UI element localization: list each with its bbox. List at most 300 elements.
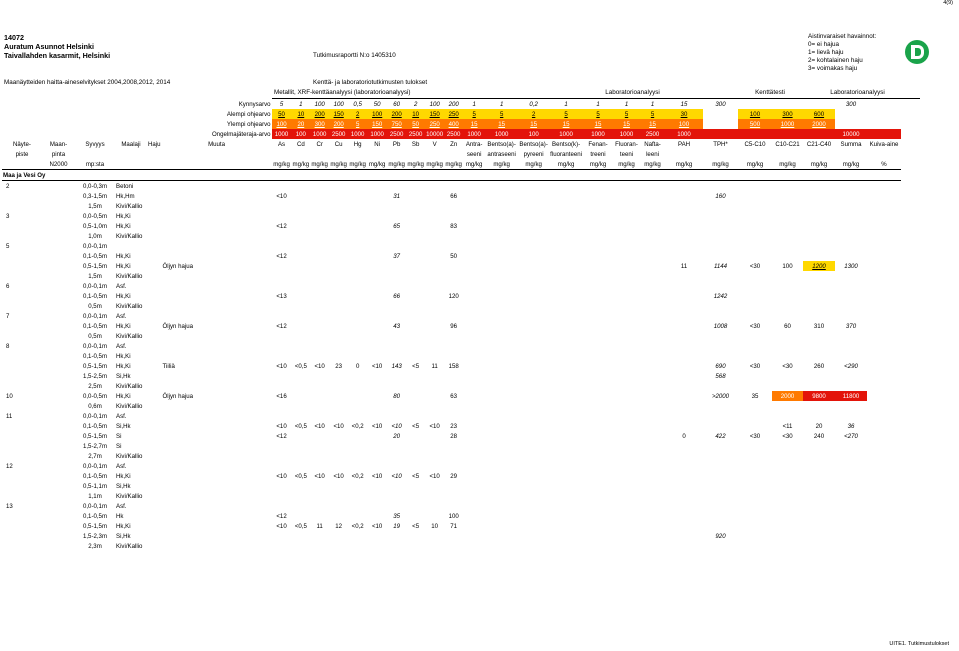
- value-sum: [835, 181, 867, 192]
- col-header-analyte-2: [665, 149, 703, 159]
- value-flu: [613, 471, 640, 481]
- value-zn: [444, 211, 463, 221]
- value-naf: [640, 261, 665, 271]
- table-row: [2, 301, 901, 311]
- value-c5: [738, 301, 772, 311]
- value-antr: [463, 441, 485, 451]
- threshold-value: 300: [845, 100, 857, 108]
- threshold-value: 1: [299, 100, 303, 108]
- value-bkf: [549, 411, 583, 421]
- value-zn: [444, 351, 463, 361]
- value-sb: [406, 461, 425, 471]
- value-zn: 63: [450, 392, 458, 400]
- value-cd: [292, 271, 311, 281]
- value-c5: [738, 211, 772, 221]
- table-cell: [42, 291, 75, 301]
- value-pah: [665, 381, 703, 391]
- value-bap: [518, 441, 549, 451]
- threshold-value: 100: [314, 100, 325, 108]
- value-v: [425, 501, 444, 511]
- value-hg: [348, 271, 367, 281]
- table-row: [2, 271, 901, 281]
- value-cd: [292, 251, 311, 261]
- value-bkf: [549, 201, 583, 211]
- threshold-value: 15: [463, 119, 485, 129]
- soil-type: Betoni: [116, 182, 134, 190]
- group-metals-label: Metallit, XRF-kenttäanalyysi (laboratorioanalyysi): [274, 89, 411, 96]
- value-cr: [310, 251, 329, 261]
- table-cell: [42, 431, 75, 441]
- value-flu: [613, 451, 640, 461]
- table-cell: [147, 191, 162, 201]
- value-c10: 60: [784, 322, 791, 330]
- value-c5: [738, 271, 772, 281]
- odor-legend-2: 2= kohtalainen haju: [808, 57, 863, 64]
- value-cr: [310, 431, 329, 441]
- col-header: piste: [15, 150, 29, 158]
- remarks: [162, 241, 272, 251]
- table-cell: [147, 149, 162, 159]
- column-header-row-2: [2, 149, 901, 159]
- value-c10: [772, 531, 803, 541]
- threshold-value: 100: [665, 119, 703, 129]
- value-tph: [703, 341, 738, 351]
- soil-type: Asf.: [116, 502, 127, 510]
- value-as: [272, 261, 292, 271]
- value-hg: <0,2: [351, 472, 364, 480]
- value-as: [272, 381, 292, 391]
- table-row: [2, 461, 901, 471]
- value-naf: [640, 471, 665, 481]
- value-v: [425, 491, 444, 501]
- value-fen: [583, 461, 613, 471]
- table-row: [2, 191, 901, 201]
- value-bkf: [549, 521, 583, 531]
- value-ni: [367, 251, 387, 261]
- value-ni: [367, 541, 387, 551]
- value-c5: [738, 311, 772, 321]
- value-c21: [803, 521, 835, 531]
- value-as: <12: [276, 222, 287, 230]
- table-cell: [42, 361, 75, 371]
- value-hg: [348, 281, 367, 291]
- value-c5: <30: [749, 432, 761, 440]
- value-cu: [329, 401, 348, 411]
- value-zn: [444, 331, 463, 341]
- value-cd: [292, 491, 311, 501]
- value-pah: [665, 541, 703, 551]
- remarks: [162, 521, 272, 531]
- depth: 2,5m: [88, 382, 102, 390]
- value-sb: [406, 201, 425, 211]
- value-zn: [444, 301, 463, 311]
- value-pah: [665, 181, 703, 192]
- value-as: [272, 311, 292, 321]
- value-cu: [329, 271, 348, 281]
- value-sb: [406, 261, 425, 271]
- table-cell: [42, 411, 75, 421]
- value-fen: [583, 521, 613, 531]
- value-ni: <10: [371, 362, 383, 370]
- threshold-value: 5: [279, 100, 284, 108]
- value-baa: [485, 421, 518, 431]
- value-zn: [444, 381, 463, 391]
- value-pb: [387, 531, 406, 541]
- value-bkf: [549, 371, 583, 381]
- value-c21: [803, 441, 835, 451]
- sample-point: [2, 331, 42, 341]
- value-v: <10: [429, 472, 440, 480]
- table-cell: [42, 391, 75, 401]
- table-cell: [147, 491, 162, 501]
- value-sb: <5: [412, 522, 420, 530]
- value-bap: [518, 221, 549, 231]
- table-cell: [42, 501, 75, 511]
- col-header-analyte-2: [703, 149, 738, 159]
- value-zn: 29: [450, 472, 458, 480]
- table-row: [2, 411, 901, 421]
- value-fen: [583, 381, 613, 391]
- value-ni: [367, 411, 387, 421]
- value-naf: [640, 521, 665, 531]
- col-header-analyte-2: [367, 149, 387, 159]
- value-pb: [387, 281, 406, 291]
- threshold-value: 150: [367, 119, 387, 129]
- value-cd: [292, 311, 311, 321]
- value-cd: <0,5: [294, 362, 307, 370]
- group-lab2-bar: [795, 89, 920, 99]
- value-bap: [518, 391, 549, 401]
- value-naf: [640, 311, 665, 321]
- value-baa: [485, 391, 518, 401]
- value-cr: [310, 181, 329, 192]
- depth: 2,7m: [88, 452, 102, 460]
- value-fen: [583, 541, 613, 551]
- value-cd: [292, 201, 311, 211]
- value-naf: [640, 191, 665, 201]
- soil-type: Si: [116, 432, 122, 440]
- unit-label: mg/kg: [803, 159, 835, 170]
- value-ni: [367, 281, 387, 291]
- sample-point: [2, 381, 42, 391]
- threshold-value: 1000: [583, 129, 613, 139]
- threshold-value: 2500: [640, 129, 665, 139]
- remarks: Tiiliä: [162, 362, 175, 370]
- value-cd: [292, 181, 311, 192]
- value-c10: <11: [782, 422, 793, 430]
- col-header: Maan-: [49, 140, 68, 148]
- value-ka: [867, 421, 901, 431]
- value-tph: [703, 301, 738, 311]
- value-sb: [406, 491, 425, 501]
- value-c10: <30: [782, 362, 793, 370]
- value-naf: [640, 531, 665, 541]
- value-flu: [613, 341, 640, 351]
- value-ni: [367, 311, 387, 321]
- value-flu: [613, 201, 640, 211]
- value-flu: [613, 271, 640, 281]
- value-hg: [348, 491, 367, 501]
- table-row: [2, 421, 901, 431]
- table-cell: [147, 371, 162, 381]
- value-tph: 422: [715, 432, 726, 440]
- table-cell: [42, 301, 75, 311]
- threshold-value: 200: [329, 119, 348, 129]
- value-c5: [738, 471, 772, 481]
- value-cd: [292, 451, 311, 461]
- value-cd: [292, 341, 311, 351]
- value-baa: [485, 361, 518, 371]
- sampling-note: Maanäytteiden haitta-aineselvitykset 2004,2008,2012, 2014: [4, 79, 171, 86]
- value-pb: 65: [393, 222, 401, 230]
- value-flu: [613, 391, 640, 401]
- value-cu: [329, 481, 348, 491]
- value-tph: 1008: [713, 322, 728, 330]
- value-hg: [348, 531, 367, 541]
- threshold-value: [772, 99, 803, 109]
- value-ka: [867, 291, 901, 301]
- remarks: Öljyn hajua: [162, 392, 194, 400]
- value-zn: [444, 261, 463, 271]
- col-header-analyte-2: antraseeni: [487, 150, 516, 158]
- value-ka: [867, 511, 901, 521]
- value-sb: [406, 451, 425, 461]
- value-pah: [665, 241, 703, 251]
- value-cr: [310, 221, 329, 231]
- value-sb: [406, 231, 425, 241]
- threshold-value: 1: [499, 100, 504, 108]
- remarks: [162, 331, 272, 341]
- col-header-analyte-2: [425, 149, 444, 159]
- value-c21: [803, 221, 835, 231]
- threshold-value: 1: [472, 100, 476, 108]
- col-header-analyte: Cu: [334, 140, 343, 148]
- value-bkf: [549, 501, 583, 511]
- col-header-analyte-2: seeni: [466, 150, 482, 158]
- table-cell: [42, 341, 75, 351]
- value-sum: [835, 461, 867, 471]
- value-sum: [835, 351, 867, 361]
- value-c10: [772, 351, 803, 361]
- value-as: [272, 271, 292, 281]
- value-naf: [640, 441, 665, 451]
- table-row: [2, 501, 901, 511]
- value-c5: [738, 411, 772, 421]
- value-bap: [518, 461, 549, 471]
- value-sb: [406, 221, 425, 231]
- value-fen: [583, 411, 613, 421]
- value-flu: [613, 461, 640, 471]
- value-tph: [703, 181, 738, 192]
- value-tph: [703, 481, 738, 491]
- table-cell: [147, 201, 162, 211]
- value-c5: [738, 421, 772, 431]
- value-zn: 50: [450, 252, 458, 260]
- value-bkf: [549, 541, 583, 551]
- value-as: [272, 491, 292, 501]
- table-cell: [147, 441, 162, 451]
- value-sb: <5: [412, 472, 420, 480]
- value-ka: [867, 301, 901, 311]
- table-cell: [42, 201, 75, 211]
- value-c5: [738, 191, 772, 201]
- value-flu: [613, 521, 640, 531]
- table-row: [2, 481, 901, 491]
- col-header-analyte: Kuiva-aine: [869, 140, 899, 148]
- table-cell: [147, 311, 162, 321]
- table-cell: [42, 351, 75, 361]
- value-fen: [583, 261, 613, 271]
- value-naf: [640, 431, 665, 441]
- value-baa: [485, 451, 518, 461]
- value-hg: [348, 461, 367, 471]
- value-as: [272, 211, 292, 221]
- value-bkf: [549, 441, 583, 451]
- depth: 0,0-0,5m: [82, 392, 108, 400]
- sample-point: [2, 301, 42, 311]
- col-header-analyte: Sb: [411, 140, 420, 148]
- threshold-value: 1000: [348, 129, 367, 139]
- value-zn: [444, 501, 463, 511]
- unit-label: mg/kg: [388, 160, 405, 168]
- value-ni: [367, 341, 387, 351]
- table-cell: [147, 321, 162, 331]
- value-flu: [613, 221, 640, 231]
- col-header-analyte: Fenan-: [588, 140, 608, 148]
- value-c5: [738, 351, 772, 361]
- soil-type: Asf.: [116, 282, 127, 290]
- unit-label: mg/kg: [772, 159, 803, 170]
- value-c21: [803, 471, 835, 481]
- table-cell: [147, 541, 162, 551]
- value-tph: [703, 521, 738, 531]
- value-flu: [613, 491, 640, 501]
- value-naf: [640, 331, 665, 341]
- col-header-analyte: Bentso(a)-: [519, 140, 548, 148]
- value-as: <10: [276, 422, 287, 430]
- value-sum: [835, 411, 867, 421]
- threshold-value: [803, 99, 835, 109]
- value-c21: [803, 501, 835, 511]
- value-fen: [583, 181, 613, 192]
- value-antr: [463, 221, 485, 231]
- value-cr: [310, 451, 329, 461]
- value-flu: [613, 501, 640, 511]
- sample-point: [2, 221, 42, 231]
- depth: 0,0-0,1m: [82, 412, 108, 420]
- depth: 2,3m: [88, 542, 102, 550]
- value-antr: [463, 321, 485, 331]
- value-v: [425, 291, 444, 301]
- value-antr: [463, 471, 485, 481]
- value-c21: [803, 301, 835, 311]
- sample-point: 11: [6, 412, 13, 420]
- value-ka: [867, 321, 901, 331]
- value-c5: [738, 291, 772, 301]
- value-cr: [310, 341, 329, 351]
- soil-type: Hk,Ki: [116, 392, 131, 400]
- value-c10: [772, 501, 803, 511]
- unit-label: mg/kg: [407, 160, 424, 168]
- value-ka: [867, 311, 901, 321]
- value-zn: 23: [450, 422, 458, 430]
- value-zn: [444, 311, 463, 321]
- value-c10: [772, 451, 803, 461]
- value-c5: [738, 221, 772, 231]
- sample-point: 10: [6, 392, 13, 400]
- value-antr: [463, 431, 485, 441]
- value-c5: <30: [749, 322, 761, 330]
- value-antr: [463, 211, 485, 221]
- value-sum: [835, 201, 867, 211]
- value-c21: [803, 311, 835, 321]
- value-baa: [485, 251, 518, 261]
- col-header-analyte-2: [444, 149, 463, 159]
- value-c21: [803, 271, 835, 281]
- depth: 0,5-1,5m: [82, 262, 108, 270]
- value-c21: [803, 341, 835, 351]
- value-sum: [835, 221, 867, 231]
- value-v: [425, 381, 444, 391]
- value-hg: [348, 341, 367, 351]
- value-pah: [665, 281, 703, 291]
- remarks: [162, 231, 272, 241]
- value-ni: [367, 481, 387, 491]
- sample-point: [2, 321, 42, 331]
- value-c10: [772, 411, 803, 421]
- value-c10: [772, 281, 803, 291]
- threshold-value: 30: [665, 109, 703, 119]
- value-antr: [463, 231, 485, 241]
- value-pb: <10: [391, 472, 402, 480]
- value-cd: [292, 191, 311, 201]
- value-hg: [348, 431, 367, 441]
- depth: 0,5-1,1m: [82, 482, 108, 490]
- remarks: Öljyn hajua: [162, 262, 194, 270]
- value-flu: [613, 181, 640, 192]
- value-bap: [518, 541, 549, 551]
- value-naf: [640, 291, 665, 301]
- value-cu: [329, 211, 348, 221]
- value-as: <16: [276, 392, 287, 400]
- value-cr: [310, 511, 329, 521]
- table-cell: [147, 381, 162, 391]
- col-header-analyte-2: treeni: [590, 150, 606, 158]
- value-tph: [703, 251, 738, 261]
- unit-label: mg/kg: [703, 159, 738, 170]
- value-pb: 31: [393, 192, 401, 200]
- value-sum: [835, 471, 867, 481]
- value-c10: 100: [782, 262, 793, 270]
- threshold-row-alempi: [2, 109, 901, 119]
- value-c21: [803, 461, 835, 471]
- table-cell: [42, 251, 75, 261]
- value-naf: [640, 461, 665, 471]
- value-cr: [310, 501, 329, 511]
- table-cell: [147, 251, 162, 261]
- value-fen: [583, 511, 613, 521]
- value-naf: [640, 251, 665, 261]
- value-hg: [348, 411, 367, 421]
- value-naf: [640, 351, 665, 361]
- table-cell: [147, 331, 162, 341]
- value-cu: [329, 321, 348, 331]
- col-header-analyte-2: [738, 149, 772, 159]
- value-pb: [387, 181, 406, 192]
- depth: 0,1-0,5m: [82, 472, 108, 480]
- value-ni: [367, 431, 387, 441]
- col-header-analyte: Fluoran-: [615, 140, 638, 148]
